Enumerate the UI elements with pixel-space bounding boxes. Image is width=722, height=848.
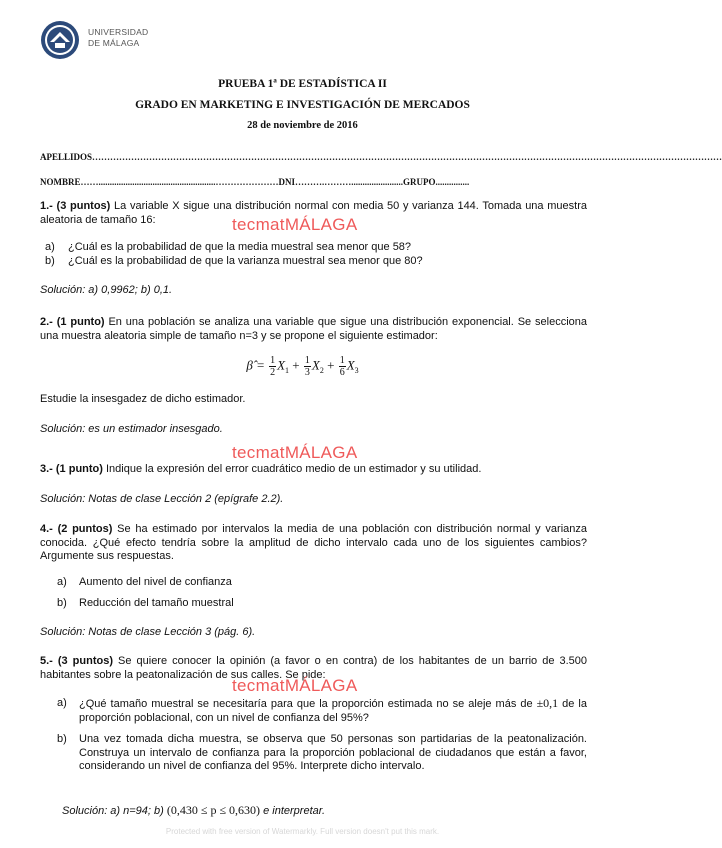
- q5-b-mark: b): [57, 733, 67, 745]
- formula-lhs: β̂ =: [246, 357, 265, 373]
- exam-date: 28 de noviembre de 2016: [247, 120, 358, 131]
- apellidos-field: APELLIDOS…………………………………………………………………………………………………………………………………………………………………………………………: [40, 152, 722, 162]
- question-4-number: 4.- (2 puntos): [40, 523, 113, 535]
- university-line2: DE MÁLAGA: [88, 38, 140, 48]
- q1-solution: Solución: a) 0,9962; b) 0,1.: [40, 284, 173, 296]
- watermark-2: tecmatMÁLAGA: [232, 443, 358, 462]
- q5-b-text: Una vez tomada dicha muestra, se observa que 50 personas son partidarias de la peatonalización. Construya un intervalo de confianza para la proporción poblacional de ciudadanos que están a favor, considerando un nivel de confianza del 95%. Interprete dicho intervalo.: [79, 733, 587, 772]
- exam-title: PRUEBA 1ª DE ESTADÍSTICA II: [218, 78, 387, 90]
- fraction-1: $\frac{1}{2}$: [270, 355, 276, 378]
- university-name: [88, 27, 148, 49]
- question-5-text: Se quiere conocer la opinión (a favor o en contra) de los habitantes de un barrio de 3.500 habitantes sobre la peatonalización de sus calles. Se pide:: [40, 655, 587, 681]
- q5-solution-math: (0,430 ≤ p ≤ 0,630): [166, 803, 261, 817]
- q4-a-mark: a): [57, 576, 67, 588]
- question-4-text: Se ha estimado por intervalos la media de una población con distribución normal y varianza conocida. ¿Qué efecto tendría sobre la amplitud de dicho intervalo cada uno de los siguientes cambios? Argumente sus respuestas.: [40, 523, 587, 562]
- q5-a-mark: a): [57, 697, 67, 709]
- q2-solution: Solución: es un estimador insesgado.: [40, 423, 223, 435]
- question-3-number: 3.- (1 punto): [40, 463, 103, 475]
- question-5-number: 5.- (3 puntos): [40, 655, 113, 667]
- nombre-dni-grupo-field: NOMBRE……....................................................…………………DNI……….……….......................GRUPO...............: [40, 177, 470, 187]
- q1-b-text: ¿Cuál es la probabilidad de que la varianza muestral sea menor que 80?: [68, 255, 423, 267]
- q5-a-text: ¿Qué tamaño muestral se necesitaría para que la proporción estimada no se aleje más de ±0,1 de la proporción poblacional, con un nivel de confianza del 95%?: [79, 696, 587, 724]
- question-2-text: En una población se analiza una variable que sigue una distribución exponencial. Se selecciona una muestra aleatoria simple de tamaño n=3 y se propone el siguiente estimador:: [40, 316, 587, 342]
- university-seal-logo: [40, 20, 80, 60]
- question-3-text: Indique la expresión del error cuadrático medio de un estimador y su utilidad.: [102, 463, 482, 475]
- q5-a-math: ±0,1: [536, 696, 559, 710]
- q1-a-mark: a): [45, 241, 55, 253]
- q2-instruction: Estudie la insesgadez de dicho estimador.: [40, 393, 246, 405]
- q1-a-text: ¿Cuál es la probabilidad de que la media muestral sea menor que 58?: [68, 241, 412, 253]
- fraction-2: $\frac{1}{3}$: [304, 355, 310, 378]
- question-2-number: 2.- (1 punto): [40, 316, 105, 328]
- q3-solution: Solución: Notas de clase Lección 2 (epígrafe 2.2).: [40, 493, 284, 505]
- estimator-formula: β̂ = $\frac{1}{2}$ $X_1$ + $\frac{1}{3}$ $X_2$ + $\frac{1}{6}$ $X_3$: [246, 355, 359, 378]
- q1-b-mark: b): [45, 255, 55, 267]
- question-1-number: 1.- (3 puntos): [40, 200, 111, 212]
- fraction-3: $\frac{1}{6}$: [339, 355, 345, 378]
- watermark-1: tecmatMÁLAGA: [232, 215, 358, 234]
- exam-subtitle: GRADO EN MARKETING E INVESTIGACIÓN DE MERCADOS: [135, 99, 470, 111]
- question-4: [40, 523, 587, 564]
- question-1-text: La variable X sigue una distribución normal con media 50 y varianza 144. Tomada una muestra aleatoria de tamaño 16:: [40, 200, 587, 226]
- watermark-3: tecmatMÁLAGA: [232, 676, 358, 695]
- q4-b-text: Reducción del tamaño muestral: [79, 597, 234, 609]
- question-3: [40, 463, 587, 477]
- university-line1: UNIVERSIDAD: [88, 27, 149, 37]
- footer-watermark-notice: Protected with free version of Watermarkly. Full version doesn't put this mark.: [165, 827, 440, 836]
- q5-solution: Solución: a) n=94; b) (0,430 ≤ p ≤ 0,630) e interpretar.: [62, 803, 326, 817]
- question-2: [40, 316, 587, 343]
- q4-a-text: Aumento del nivel de confianza: [79, 576, 232, 588]
- q4-b-mark: b): [57, 597, 67, 609]
- q4-solution: Solución: Notas de clase Lección 3 (pág. 6).: [40, 626, 256, 638]
